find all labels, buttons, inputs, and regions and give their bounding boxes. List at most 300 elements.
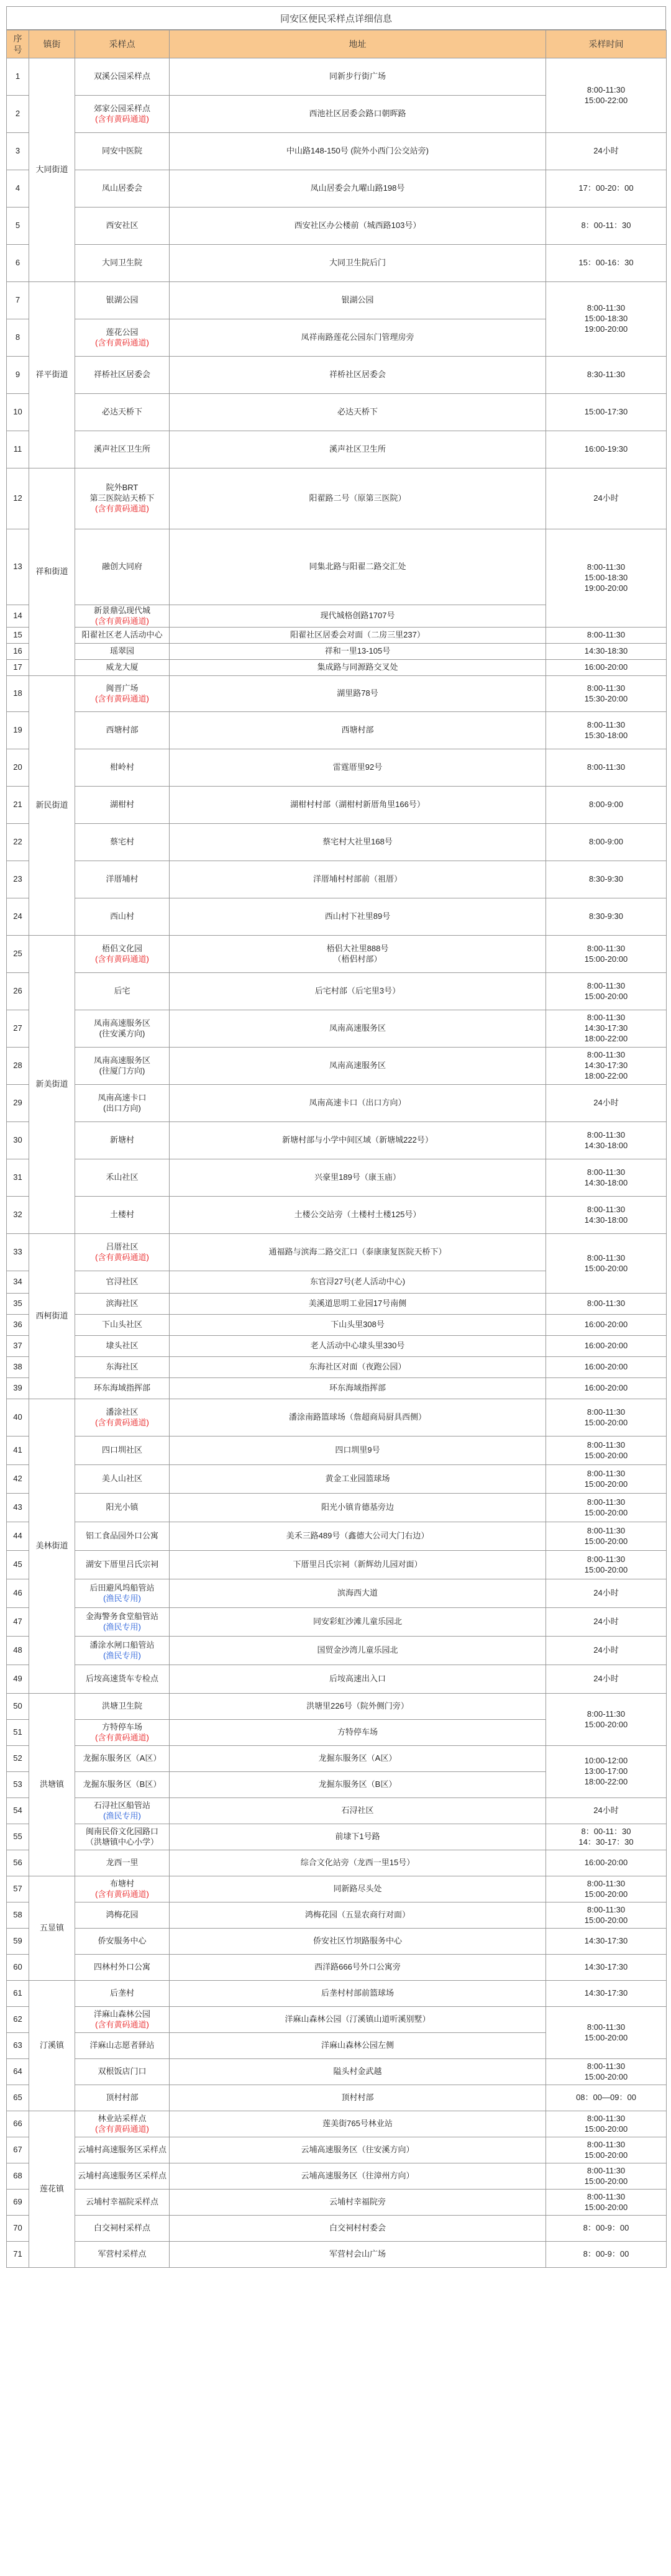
point-cell bbox=[75, 357, 170, 394]
point-cell bbox=[75, 394, 170, 431]
address-cell bbox=[170, 1436, 546, 1465]
table-row bbox=[7, 1637, 667, 1665]
point-name: 凤山居委会 bbox=[101, 183, 142, 193]
point-cell bbox=[75, 2085, 170, 2111]
table-row bbox=[7, 2085, 667, 2111]
point-cell bbox=[75, 1085, 170, 1122]
address-text: 兴豪里189号（康玉庙） bbox=[314, 1172, 401, 1182]
address-cell bbox=[170, 394, 546, 431]
row-number: 50 bbox=[7, 1694, 29, 1720]
time-line: 16:00-20:00 bbox=[584, 1383, 628, 1393]
point-name-extra: (往安溪方向) bbox=[99, 1028, 145, 1038]
time-line: 8:00-11:30 bbox=[587, 719, 626, 729]
time-line: 16:00-20:00 bbox=[584, 1362, 628, 1372]
address-cell bbox=[170, 898, 546, 936]
table-row bbox=[7, 1824, 667, 1850]
time-line: 14:30-18:00 bbox=[584, 1215, 628, 1225]
address-text: 后垄村村部前篮球场 bbox=[321, 1988, 394, 1998]
point-name: 莲花公园 bbox=[106, 327, 139, 337]
time-cell bbox=[546, 1746, 667, 1798]
address-text: 湖里路78号 bbox=[337, 688, 378, 698]
address-cell bbox=[170, 660, 546, 676]
time-line: 8:00-11:30 bbox=[587, 2061, 626, 2071]
table-row bbox=[7, 2111, 667, 2137]
point-name: 凤南高速服务区 bbox=[93, 1018, 150, 1028]
point-cell bbox=[75, 1159, 170, 1197]
town-cell: 新民街道 bbox=[29, 676, 75, 936]
point-name: 融创大同府 bbox=[101, 562, 142, 572]
point-note: (含有黄码通道) bbox=[95, 1252, 149, 1262]
time-line: 15:00-20:00 bbox=[584, 2150, 628, 2160]
point-name-extra: （洪塘镇中心小学） bbox=[85, 1837, 158, 1847]
address-cell bbox=[170, 861, 546, 898]
time-cell bbox=[546, 394, 667, 431]
time-line: 14:30-17:30 bbox=[584, 1061, 628, 1071]
address-text: 祥和一里13-105号 bbox=[324, 646, 391, 656]
address-text: 下厝里吕氏宗祠（新辉幼儿园对面） bbox=[293, 1560, 422, 1569]
time-cell bbox=[546, 2190, 667, 2216]
address-cell bbox=[170, 1234, 546, 1271]
point-name: 龙掘东服务区（A区） bbox=[83, 1753, 162, 1763]
time-cell bbox=[546, 1010, 667, 1048]
point-cell bbox=[75, 1694, 170, 1720]
address-cell bbox=[170, 1378, 546, 1399]
point-cell bbox=[75, 468, 170, 529]
time-line: 15:00-18:30 bbox=[584, 314, 628, 324]
table-row bbox=[7, 2190, 667, 2216]
table-row bbox=[7, 2007, 667, 2033]
time-cell bbox=[546, 170, 667, 208]
table-row bbox=[7, 2163, 667, 2190]
time-line: 16:00-20:00 bbox=[584, 1858, 628, 1868]
address-cell bbox=[170, 1772, 546, 1798]
address-cell bbox=[170, 170, 546, 208]
row-number: 70 bbox=[7, 2216, 29, 2242]
address-text-extra: （梧侣村部） bbox=[333, 954, 382, 964]
row-number: 2 bbox=[7, 96, 29, 133]
point-name: 金海警务食堂船管站 bbox=[85, 1611, 158, 1621]
point-cell bbox=[75, 1271, 170, 1294]
time-line: 15:00-20:00 bbox=[584, 1507, 628, 1517]
address-cell bbox=[170, 1720, 546, 1746]
time-line: 19:00-20:00 bbox=[584, 324, 628, 334]
point-cell bbox=[75, 1902, 170, 1929]
address-text: 新塘村部与小学中间区域（新塘城222号） bbox=[282, 1135, 433, 1145]
point-note: (含有黄码通道) bbox=[95, 1889, 149, 1899]
time-line: 8:00-11:30 bbox=[587, 84, 626, 94]
table-row bbox=[7, 1876, 667, 1902]
time-line: 15:00-20:00 bbox=[584, 1889, 628, 1899]
row-number: 6 bbox=[7, 245, 29, 282]
time-line: 8:00-11:30 bbox=[587, 2022, 626, 2032]
time-line: 8:00-11:30 bbox=[587, 762, 626, 772]
point-name: 布塘村 bbox=[109, 1878, 134, 1888]
row-number: 35 bbox=[7, 1294, 29, 1315]
point-cell bbox=[75, 1637, 170, 1665]
row-number: 60 bbox=[7, 1955, 29, 1981]
row-number: 52 bbox=[7, 1746, 29, 1772]
row-number: 13 bbox=[7, 529, 29, 605]
time-cell bbox=[546, 2163, 667, 2190]
address-text: 西安社区办公楼前（城西路103号） bbox=[294, 221, 421, 231]
time-line: 24小时 bbox=[593, 1806, 619, 1816]
row-number: 15 bbox=[7, 628, 29, 644]
table-row bbox=[7, 394, 667, 431]
address-text: 云埔高速服务区（往安溪方向） bbox=[301, 2145, 414, 2155]
table-row bbox=[7, 936, 667, 973]
time-cell bbox=[546, 660, 667, 676]
time-line: 8:30-11:30 bbox=[587, 370, 626, 380]
address-cell bbox=[170, 628, 546, 644]
address-cell bbox=[170, 1122, 546, 1159]
row-number: 20 bbox=[7, 749, 29, 787]
point-note: (含有黄码通道) bbox=[95, 337, 149, 347]
address-text: 同安彩虹沙滩儿童乐园北 bbox=[313, 1617, 402, 1627]
address-text: 西池社区居委会路口朝晖路 bbox=[309, 109, 406, 119]
time-line: 8:00-11:30 bbox=[587, 1554, 626, 1564]
table-row bbox=[7, 787, 667, 824]
point-name: 下山头社区 bbox=[101, 1320, 142, 1330]
address-text: 综合文化站旁（龙西一里15号） bbox=[300, 1858, 415, 1868]
time-cell bbox=[546, 1378, 667, 1399]
time-cell bbox=[546, 2085, 667, 2111]
address-cell bbox=[170, 1465, 546, 1494]
town-cell: 五显镇 bbox=[29, 1876, 75, 1981]
point-name: 新景鼎弘现代城 bbox=[93, 605, 150, 615]
address-cell bbox=[170, 605, 546, 628]
address-cell bbox=[170, 2059, 546, 2085]
time-cell bbox=[546, 628, 667, 644]
point-note: (含有黄码通道) bbox=[95, 616, 149, 626]
time-cell bbox=[546, 1665, 667, 1694]
address-cell bbox=[170, 1579, 546, 1608]
point-cell bbox=[75, 2190, 170, 2216]
point-name: 潘涂社区 bbox=[106, 1407, 139, 1417]
address-text: 集成路与同源路交叉处 bbox=[317, 662, 398, 672]
time-cell bbox=[546, 1494, 667, 1522]
table-row bbox=[7, 1048, 667, 1085]
time-cell bbox=[546, 1197, 667, 1234]
address-cell bbox=[170, 58, 546, 96]
row-number: 33 bbox=[7, 1234, 29, 1271]
address-text: 雷霆厝里92号 bbox=[332, 762, 383, 772]
address-text: 龙掘东服务区（A区） bbox=[318, 1753, 397, 1763]
point-cell bbox=[75, 1048, 170, 1085]
table-row bbox=[7, 1294, 667, 1315]
time-cell bbox=[546, 1294, 667, 1315]
point-name: 蔡宅村 bbox=[109, 837, 134, 847]
town-cell: 大同街道 bbox=[29, 58, 75, 282]
point-cell bbox=[75, 824, 170, 861]
point-cell bbox=[75, 676, 170, 712]
row-number: 68 bbox=[7, 2163, 29, 2190]
address-text: 通福路与滨海二路交汇口（泰康康复医院天桥下） bbox=[268, 1247, 447, 1257]
table-row bbox=[7, 468, 667, 529]
point-cell bbox=[75, 1197, 170, 1234]
address-text: 西洋路666号外口公寓旁 bbox=[314, 1962, 401, 1972]
row-number: 53 bbox=[7, 1772, 29, 1798]
point-cell bbox=[75, 1929, 170, 1955]
row-number: 8 bbox=[7, 319, 29, 357]
time-line: 8:00-11:30 bbox=[587, 943, 626, 953]
town-cell: 西柯街道 bbox=[29, 1234, 75, 1399]
time-cell bbox=[546, 1315, 667, 1336]
row-number: 5 bbox=[7, 208, 29, 245]
time-line: 08：00—09：00 bbox=[576, 2093, 636, 2103]
time-line: 15:00-20:00 bbox=[584, 1450, 628, 1460]
table-row bbox=[7, 1929, 667, 1955]
time-line: 16:00-20:00 bbox=[584, 1341, 628, 1351]
time-line: 8:00-11:30 bbox=[587, 1204, 626, 1214]
point-name: 云埔村高速服务区采样点 bbox=[78, 2171, 167, 2181]
table-row bbox=[7, 1522, 667, 1551]
point-cell bbox=[75, 1720, 170, 1746]
address-text: 下山头里308号 bbox=[331, 1320, 385, 1330]
row-number: 58 bbox=[7, 1902, 29, 1929]
time-cell bbox=[546, 245, 667, 282]
point-name: 铝工食品园外口公寓 bbox=[85, 1531, 158, 1541]
row-number: 9 bbox=[7, 357, 29, 394]
address-cell bbox=[170, 2033, 546, 2059]
point-name: 双溪公园采样点 bbox=[93, 71, 150, 81]
point-cell bbox=[75, 1234, 170, 1271]
time-line: 24小时 bbox=[593, 1588, 619, 1598]
time-line: 14:30-17:30 bbox=[584, 1988, 628, 1998]
point-cell bbox=[75, 1876, 170, 1902]
time-cell bbox=[546, 529, 667, 628]
time-line: 8:00-11:30 bbox=[587, 1468, 626, 1478]
row-number: 12 bbox=[7, 468, 29, 529]
address-cell bbox=[170, 2137, 546, 2163]
address-text: 龙掘东服务区（B区） bbox=[318, 1779, 397, 1789]
row-number: 56 bbox=[7, 1850, 29, 1876]
table-row bbox=[7, 1357, 667, 1378]
address-cell bbox=[170, 1637, 546, 1665]
time-cell bbox=[546, 1234, 667, 1294]
point-note: (含有黄码通道) bbox=[95, 1732, 149, 1742]
address-text: 阳光小镇肯德基旁边 bbox=[321, 1502, 394, 1512]
time-line: 15:00-20:00 bbox=[584, 1564, 628, 1574]
row-number: 40 bbox=[7, 1399, 29, 1436]
row-number: 36 bbox=[7, 1315, 29, 1336]
point-cell bbox=[75, 1522, 170, 1551]
point-cell bbox=[75, 1850, 170, 1876]
address-text: 洋麻山森林公园左侧 bbox=[321, 2040, 394, 2050]
point-name: 埭头社区 bbox=[106, 1341, 139, 1351]
time-line: 15:00-20:00 bbox=[584, 991, 628, 1001]
time-cell bbox=[546, 1876, 667, 1902]
header-time: 采样时间 bbox=[546, 30, 667, 58]
time-line: 17：00-20：00 bbox=[578, 183, 634, 193]
table-row bbox=[7, 1234, 667, 1271]
time-cell bbox=[546, 1465, 667, 1494]
time-line: 8:30-9:30 bbox=[589, 874, 623, 884]
point-name: 威龙大厦 bbox=[106, 662, 139, 672]
address-text: 侨安社区竹坝路服务中心 bbox=[313, 1936, 402, 1946]
point-name: 必达天桥下 bbox=[101, 407, 142, 417]
address-cell bbox=[170, 1159, 546, 1197]
point-name: 西塘村部 bbox=[106, 725, 139, 735]
table-row bbox=[7, 1378, 667, 1399]
time-line: 8:00-11:30 bbox=[587, 1525, 626, 1535]
time-line: 13:00-17:00 bbox=[584, 1766, 628, 1776]
point-cell bbox=[75, 2111, 170, 2137]
time-line: 8:00-11:30 bbox=[587, 303, 626, 313]
address-text: 蔡宅村大社里168号 bbox=[322, 837, 393, 847]
address-cell bbox=[170, 936, 546, 973]
address-text: 银湖公园 bbox=[341, 295, 374, 305]
time-line: 15:30-20:00 bbox=[584, 693, 628, 703]
address-cell bbox=[170, 1197, 546, 1234]
table-row bbox=[7, 676, 667, 712]
point-name: 环东海域指挥部 bbox=[93, 1383, 150, 1393]
time-line: 14:30-17:30 bbox=[584, 1962, 628, 1972]
town-cell: 汀溪镇 bbox=[29, 1981, 75, 2111]
time-cell bbox=[546, 1850, 667, 1876]
row-number: 45 bbox=[7, 1551, 29, 1579]
time-line: 24小时 bbox=[593, 146, 619, 156]
row-number: 47 bbox=[7, 1608, 29, 1637]
address-cell bbox=[170, 357, 546, 394]
row-number: 49 bbox=[7, 1665, 29, 1694]
time-line: 8:00-11:30 bbox=[587, 1253, 626, 1263]
point-note: (含有黄码通道) bbox=[95, 1417, 149, 1427]
address-cell bbox=[170, 1981, 546, 2007]
address-text: 潘涂南路篮球场（詹超商局厨具西侧） bbox=[288, 1412, 426, 1422]
row-number: 59 bbox=[7, 1929, 29, 1955]
address-cell bbox=[170, 1315, 546, 1336]
time-line: 15:00-20:00 bbox=[584, 2124, 628, 2134]
address-cell bbox=[170, 1010, 546, 1048]
point-note: (含有黄码通道) bbox=[95, 2019, 149, 2029]
table-row bbox=[7, 898, 667, 936]
address-text: 鸿梅花园（五显农商行对面） bbox=[304, 1910, 410, 1920]
point-note: (渔民专用) bbox=[103, 1811, 141, 1820]
time-line: 15:00-20:00 bbox=[584, 1915, 628, 1925]
time-line: 24小时 bbox=[593, 1617, 619, 1627]
address-text: 方特停车场 bbox=[337, 1727, 378, 1737]
address-cell bbox=[170, 1399, 546, 1436]
town-cell: 祥和街道 bbox=[29, 468, 75, 676]
time-cell bbox=[546, 1981, 667, 2007]
time-line: 15:00-18:30 bbox=[584, 573, 628, 583]
table-row bbox=[7, 1010, 667, 1048]
address-cell bbox=[170, 787, 546, 824]
point-cell bbox=[75, 133, 170, 170]
table-row bbox=[7, 58, 667, 96]
address-cell bbox=[170, 1746, 546, 1772]
table-row bbox=[7, 1336, 667, 1357]
row-number: 48 bbox=[7, 1637, 29, 1665]
point-cell bbox=[75, 861, 170, 898]
point-cell bbox=[75, 1551, 170, 1579]
time-line: 14:30-17:30 bbox=[584, 1023, 628, 1033]
row-number: 37 bbox=[7, 1336, 29, 1357]
row-number: 39 bbox=[7, 1378, 29, 1399]
address-text: 湖柑村村部（湖柑村新厝角里166号） bbox=[290, 800, 425, 810]
point-cell bbox=[75, 1798, 170, 1824]
header-town: 镇街 bbox=[29, 30, 75, 58]
address-text: 凤山居委会九曜山路198号 bbox=[310, 183, 405, 193]
time-line: 15:00-20:00 bbox=[584, 1719, 628, 1729]
address-cell bbox=[170, 96, 546, 133]
town-cell: 美林街道 bbox=[29, 1399, 75, 1694]
time-line: 8:00-11:30 bbox=[587, 683, 626, 693]
point-cell bbox=[75, 282, 170, 319]
point-cell bbox=[75, 96, 170, 133]
point-cell bbox=[75, 749, 170, 787]
point-cell bbox=[75, 2163, 170, 2190]
time-cell bbox=[546, 58, 667, 133]
point-name: 后垵高速货车专检点 bbox=[85, 1674, 158, 1684]
time-line: 24小时 bbox=[593, 493, 619, 503]
point-cell bbox=[75, 1665, 170, 1694]
time-cell bbox=[546, 1798, 667, 1824]
table-row bbox=[7, 660, 667, 676]
time-line: 16:00-19:30 bbox=[584, 444, 628, 454]
point-cell bbox=[75, 660, 170, 676]
row-number: 23 bbox=[7, 861, 29, 898]
row-number: 66 bbox=[7, 2111, 29, 2137]
time-cell bbox=[546, 787, 667, 824]
address-text: 四口圳里9号 bbox=[335, 1445, 380, 1455]
time-line: 24小时 bbox=[593, 1674, 619, 1684]
time-cell bbox=[546, 2216, 667, 2242]
address-text: 石浔社区 bbox=[341, 1806, 374, 1816]
time-line: 8:00-11:30 bbox=[587, 1407, 626, 1417]
table-row bbox=[7, 1315, 667, 1336]
time-line: 8:00-11:30 bbox=[587, 1709, 626, 1719]
address-cell bbox=[170, 973, 546, 1010]
row-number: 16 bbox=[7, 644, 29, 660]
time-cell bbox=[546, 1637, 667, 1665]
address-text: 白交祠村村委会 bbox=[329, 2223, 386, 2233]
point-name: 湖安下厝里吕氏宗祠 bbox=[85, 1560, 158, 1569]
point-name: 潘涂水闸口船管站 bbox=[89, 1640, 155, 1650]
point-cell bbox=[75, 1399, 170, 1436]
address-text: 云埔村幸福院旁 bbox=[329, 2197, 386, 2207]
point-note: (含有黄码通道) bbox=[95, 954, 149, 964]
point-cell bbox=[75, 2033, 170, 2059]
address-cell bbox=[170, 644, 546, 660]
address-cell bbox=[170, 2085, 546, 2111]
address-cell bbox=[170, 1294, 546, 1315]
point-cell bbox=[75, 1357, 170, 1378]
point-name: 禾山社区 bbox=[106, 1172, 139, 1182]
point-name: 美人山社区 bbox=[101, 1474, 142, 1484]
address-text: 中山路148-150号 (院外小西门公交站旁) bbox=[286, 146, 429, 156]
address-text: 前埭下1号路 bbox=[335, 1832, 380, 1842]
point-cell bbox=[75, 2007, 170, 2033]
point-note: (含有黄码通道) bbox=[95, 693, 149, 703]
address-cell bbox=[170, 749, 546, 787]
point-cell bbox=[75, 1824, 170, 1850]
row-number: 64 bbox=[7, 2059, 29, 2085]
table-row bbox=[7, 357, 667, 394]
time-cell bbox=[546, 936, 667, 973]
address-cell bbox=[170, 1085, 546, 1122]
point-name: 洋厝埔村 bbox=[106, 874, 139, 884]
point-name: 云埔村幸福院采样点 bbox=[85, 2197, 158, 2207]
row-number: 30 bbox=[7, 1122, 29, 1159]
table-row bbox=[7, 644, 667, 660]
row-number: 19 bbox=[7, 712, 29, 749]
row-number: 67 bbox=[7, 2137, 29, 2163]
point-cell bbox=[75, 529, 170, 605]
address-cell bbox=[170, 1694, 546, 1720]
address-cell bbox=[170, 431, 546, 468]
address-cell bbox=[170, 1850, 546, 1876]
